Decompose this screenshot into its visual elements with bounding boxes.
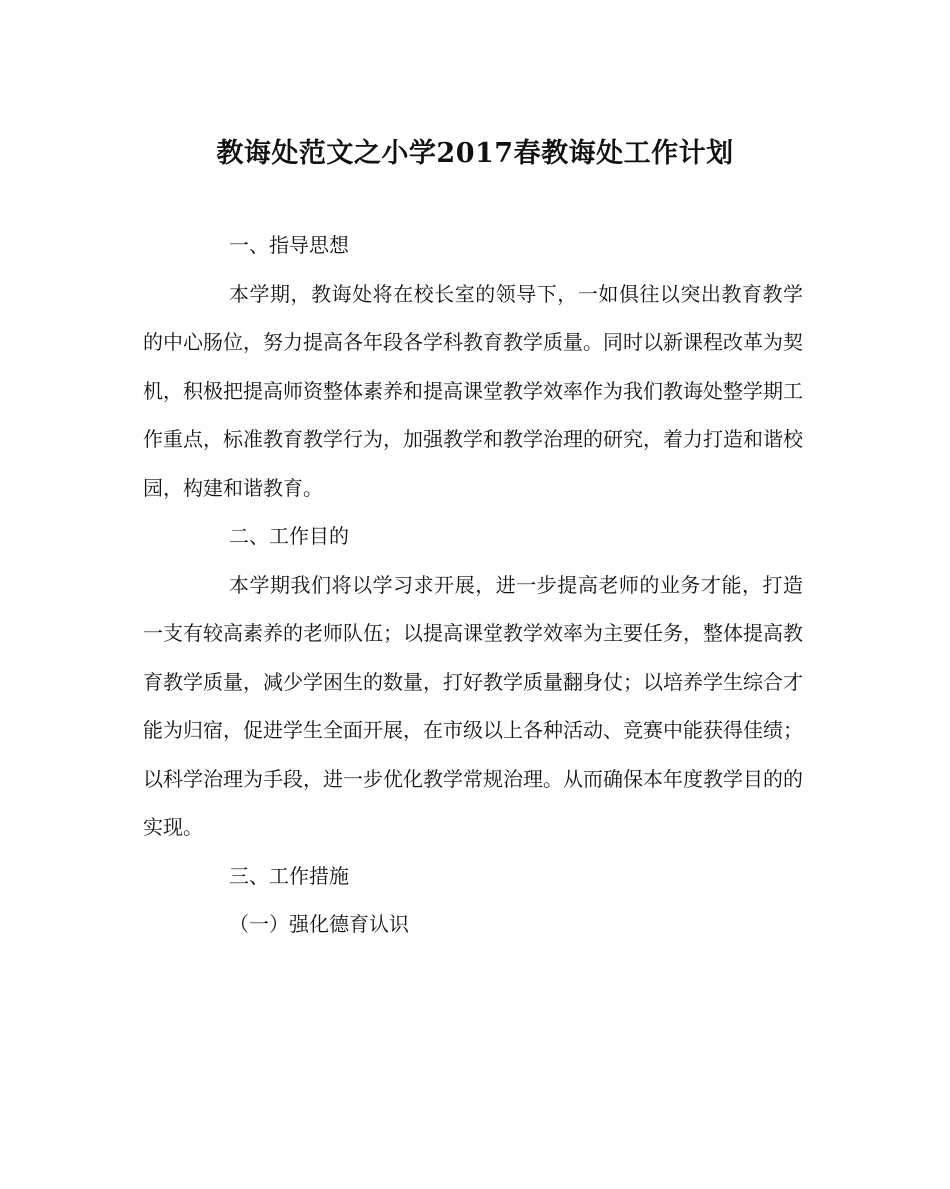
- subsection-heading-moral-education: （一）强化德育认识: [229, 912, 409, 936]
- section-paragraph-work-goals: 本学期我们将以学习求开展，进一步提高老师的业务才能，打造一支有较高素养的老师队伍；以提高课堂教学效率为主要任务，整体提高教育教学质量，减少学困生的数量，打好教学质量翻身仗；以培养学生综合才能为归宿，促进学生全面开展，在市级以上各种活动、竞赛中能获得佳绩；以科学治理为手段，进一步优化教学常规治理。从而确保本年度教学目的的实现。: [143, 572, 803, 839]
- section-paragraph-guiding-thought: 本学期，教诲处将在校长室的领导下，一如俱往以突出教育教学的中心肠位，努力提高各年段各学科教育教学质量。同时以新课程改革为契机，积极把提高师资整体素养和提高课堂教学效率作为我们教诲处整学期工作重点，标准教育教学行为，加强教学和教学治理的研究，着力打造和谐校园，构建和谐教育。: [143, 281, 803, 500]
- section-heading-guiding-thought: 一、指导思想: [229, 233, 349, 257]
- section-heading-work-goals: 二、工作目的: [229, 524, 349, 548]
- document-title: 教诲处范文之小学2017春教诲处工作计划: [216, 138, 734, 169]
- section-heading-work-measures: 三、工作措施: [229, 863, 349, 888]
- document-body: [143, 221, 803, 949]
